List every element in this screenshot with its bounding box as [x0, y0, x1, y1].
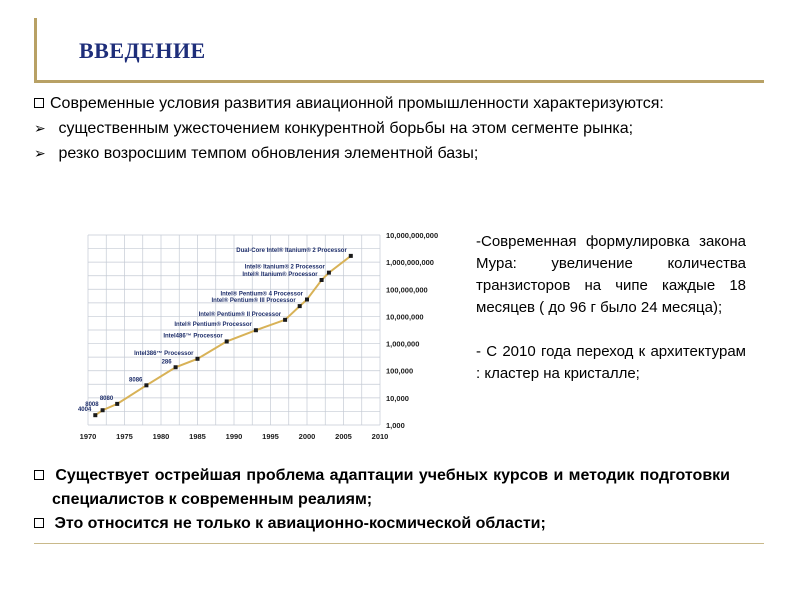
chart-y-tick-label: 100,000 [386, 366, 414, 376]
chart-data-point [93, 413, 97, 417]
chart-data-point [174, 365, 178, 369]
chart-point-label: Intel® Pentium® III Processor [211, 298, 296, 305]
chart-x-tick-label: 1970 [79, 432, 97, 441]
bottom-bullet-1-text: Существует острейшая проблема адаптации учебных курсов и методик подготовки специалистов к современным реалиям; [50, 467, 730, 508]
intro-bullet-1 [34, 116, 728, 141]
chart-data-point [283, 318, 287, 322]
chart-data-point [115, 402, 119, 406]
bottom-bullet-1 [34, 464, 730, 512]
chart-x-tick-label: 2005 [335, 432, 352, 441]
intro-line [34, 92, 728, 116]
checkbox-bullet-icon [34, 518, 44, 528]
chart-data-point [349, 254, 353, 258]
moore-law-chart [64, 225, 448, 450]
chart-x-tick-label: 2000 [298, 432, 316, 441]
chart-x-tick-label: 2010 [371, 432, 389, 441]
chart-y-tick-label: 1,000,000 [386, 339, 420, 349]
chart-y-tick-label: 10,000,000 [386, 312, 424, 322]
chart-x-tick-label: 1985 [189, 432, 206, 441]
chart-point-label: Intel® Pentium® Processor [174, 322, 252, 329]
bottom-bullet-2 [34, 512, 730, 536]
side-paragraph-2: - С 2010 года переход к архитектурам : кластер на кристалле; [476, 343, 746, 382]
chart-x-tick-label: 1975 [116, 432, 133, 441]
chart-x-tick-label: 1990 [225, 432, 243, 441]
intro-bullet-1-text: существенным ужесточением конкурентной борьбы на этом сегменте рынка; [54, 120, 634, 137]
chart-data-point [327, 271, 331, 275]
chart-data-point [196, 357, 200, 361]
chart-point-label: Intel® Itanium® Processor [242, 271, 318, 278]
side-paragraph-1: -Современная формулировка закона Мура: увеличение количества транзисторов на чипе каждые 18 месяцев ( до 96 г было 24 месяца); [476, 233, 746, 316]
frame-bottom-border [34, 543, 764, 544]
chart-y-tick-label: 1,000 [386, 421, 405, 430]
chart-point-label: 286 [161, 359, 172, 366]
bottom-text-block [34, 464, 730, 536]
chart-data-point [320, 278, 324, 282]
chart-data-point [305, 298, 309, 302]
bottom-bullet-2-text: Это относится не только к авиационно-космической области; [50, 515, 546, 532]
chart-point-label: Intel® Pentium® 4 Processor [220, 291, 303, 298]
chart-data-point [254, 328, 258, 332]
chart-point-label: 4004 [77, 407, 92, 414]
checkbox-bullet-icon [34, 98, 44, 108]
chart-y-tick-label: 10,000,000,000 [386, 231, 439, 240]
intro-line-text: Современные условия развития авиационной промышленности характеризуются: [50, 95, 664, 112]
chart-point-label: Intel® Itanium® 2 Processor [244, 264, 325, 271]
chart-point-label: 8008 [85, 402, 99, 409]
slide-title: ВВЕДЕНИЕ [79, 38, 206, 63]
frame-left-border [34, 18, 37, 80]
chart-point-label: 8086 [129, 377, 143, 384]
arrow-bullet-icon: ➢ [34, 120, 46, 136]
chart-point-label: Dual-Core Intel® Itanium® 2 Processor [236, 247, 347, 254]
arrow-bullet-icon: ➢ [34, 145, 46, 161]
chart-point-label: 8080 [99, 395, 114, 402]
chart-point-label: Intel® Pentium® II Processor [198, 311, 282, 318]
chart-x-tick-label: 1995 [262, 432, 279, 441]
chart-data-point [298, 304, 302, 308]
side-text-block [476, 231, 746, 385]
intro-text-block [34, 92, 728, 166]
checkbox-bullet-icon [34, 470, 44, 480]
chart-y-tick-label: 10,000 [386, 393, 409, 403]
chart-y-tick-label: 1,000,000,000 [386, 258, 434, 268]
chart-point-label: Intel386™ Processor [134, 350, 194, 357]
frame-top-border [34, 80, 764, 83]
chart-point-label: Intel486™ Processor [163, 333, 223, 340]
chart-data-point [144, 383, 148, 387]
chart-x-tick-label: 1980 [152, 432, 170, 441]
intro-bullet-2-text: резко возросшим темпом обновления элементной базы; [54, 145, 479, 162]
chart-data-point [225, 339, 229, 343]
intro-bullet-2 [34, 141, 728, 166]
chart-data-point [101, 408, 105, 412]
chart-y-tick-label: 100,000,000 [386, 285, 428, 295]
